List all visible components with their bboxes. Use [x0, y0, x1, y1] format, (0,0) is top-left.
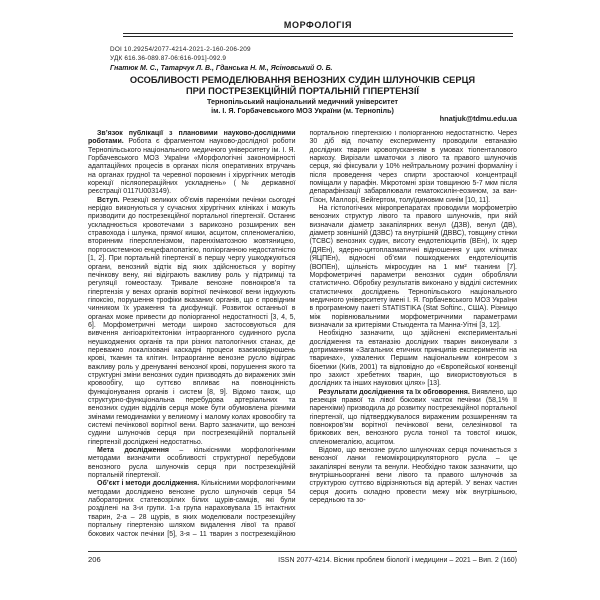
article-title-line-1: ОСОБЛИВОСТІ РЕМОДЕЛЮВАННЯ ВЕНОЗНИХ СУДИН ШЛУНОЧКІВ СЕРЦЯ — [129, 75, 476, 85]
paragraph-lead: Результати дослідження та їх обговорення. — [318, 388, 470, 396]
paragraph-morphometry — [310, 205, 518, 330]
udc-line: УДК 616.36-089.87-06:616-091]-092.9 — [110, 54, 227, 62]
paragraph-text: Виявлено, що резекція правої та лівої бокових часток печінки (58,1% її паренхіми) призводила до розвитку пострезекційної портальної гіпертензії, що підтверджувалося вираженим розширенням та повнокров’ям ворітної печінкової вени, селезінкової та брижових вен, венозного русла тонкої та товстої кишок, спленомегалією, асцитом. — [309, 388, 517, 446]
paragraph-introduction — [88, 197, 296, 447]
article-body — [88, 130, 517, 547]
paragraph-aim — [88, 447, 296, 480]
affiliation-line-2: ім. І. Я. Горбачевського МОЗ України (м. Тернопіль) — [211, 105, 394, 115]
paragraph-text: Необхідно зазначити, що здійснені експериментальні дослідження та евтаназію дослідних тварин виконували з дотриманням «Загальних етичних принципів експериментів на тваринах», ухвалених Першим національним конгресом з біоетики (Київ, 2001) та відповідно до «Європейської конвенції про захист хребетних тварин, що використовуються в дослідних та інших наукових цілях» [13]. — [309, 330, 517, 388]
paragraph-text: Резекції великих об’ємів паренхіми печінки сьогодні нерідко виконуються у сучасних хірургічних клініках і можуть призводити до пострезекційної портальної гіпертензії. Останнє ускладнюється кровотечами з варикозно розширених вен стравохода і шлунка, прямої кишки, асцитом, спленомегалією, вторинним гіперспленізмом, паренхіматозною жовтяницею, портосистемною енцефалопатією, поліорганною недостатністю [1, 2]. При портальній гіпертензії в першу чергу ушкоджуються органи, венозний відтік від яких здійснюється у ворітну печінкову вену, які відіграють важливу роль у підтримці та регуляції гомеостазу. Тривале венозне повнокров’я та гіпертензія у венах органів ворітної печінкової вени індукують гіпоксію, порушення трофіки вказаних органів, що є провідним чинником їх ураження та дисфункції. Розвиток останньої в органах може привести до поліорганної недостатності [3, 4, 5, 6]. Морфометричні методи широко застосовуються для вивчення ангіоархітектоніки інтраорганного судинного русла неушкоджених органів та при різних патологічних станах, де переважно локалізовані каскадні процеси взаємовідношень крові, тканин та клітин. Інтраорганне венозне русло відіграє важливу роль у дренуванні венозної крові, порушення якого та структурні зміни венозних судин призводять до виражених змін кровообігу, що суттєво впливає на повноцінність функціонування органів і систем [8, 9]. Відомо також, що структурно-функціональна перебудова артеріальних та венозних судин відділів серця може бути обумовлена різними змінами гемодинаміки у великому і малому колах кровообігу та системі печінкової ворітної вени. Варто зазначити, що венозні судини шлуночків серця при пострезекційній портальній гіпертензії досліджені недостатньо. — [88, 196, 296, 446]
paragraph-lead: Зв’язок публікації з плановими науково-дослідними роботами. — [88, 130, 296, 146]
article-title — [88, 75, 517, 96]
authors-line: Гнатюк М. С., Татарчук Л. В., Гданська Н. М., Ясіновський О. Б. — [110, 65, 333, 73]
header-double-rule — [123, 33, 513, 37]
paragraph-ethics — [310, 330, 518, 388]
footer-rule — [88, 551, 517, 552]
page-footer — [88, 555, 517, 564]
doi-line: DOI 10.29254/2077-4214-2021-2-160-206-209 — [110, 46, 251, 53]
paragraph-text: Робота є фрагментом науково-дослідної роботи Тернопільського національного медичного університету ім. І. Я. Горбачевського МОЗ України «Морфологічні закономірності адаптаційних процесів в органах після оперативних втручань на органах грудної та черевної порожнин і хірургічних методів корекції післяопераційних ускладнень» (№ державної реєстрації 0117U003149). — [88, 138, 296, 196]
paragraph-text: Відомо, що венозне русло шлуночках серця починається з венозної ланки гемомікроциркуляторного русла – це закапілярні венули та венули. Необхідно також зазначити, що внутрішньоорганні вени лівого та правого шлуночків за структурою суттєво відрізняються від артерій. У венах частин серця досить складно провести межу між внутрішньою, середньою та зо- — [309, 447, 517, 505]
paragraph-text: Кількісними морфологічними методами досліджено венозне русло шлуночків серця 54 лабораторних статевозрілих білих щурів-самців, які були розділені на 3-и групи. 1-а група нараховувала 15 інтактних тварин, 2-а – 28 щурів, в яких моделювали пострезекційну портальну гіпертензію шляхом видалення лівої та правої бокових часток печінки [5], 3-я – 11 тварин з пострезекційною портальною гіпертензією і поліорганною недостатністю. Через 30 діб від початку експерименту проводили евтаназію дослідних тварин кровопусканням в умовах тіопенталового наркозу. Вирізали шматочки з лівого та правого шлуночків серця, які фіксували у 10% нейтральному розчині формаліну і після проведення через спирти зростаючої концентрації поміщали у парафін. Мікротомні зрізи товщиною 5-7 мкм після депарафінізації забарвлювали гематоксилін-еозином, за ван-Гізон, Маллорі, Вейгертом, толуїдиновим синім [10, 11]. — [88, 130, 517, 538]
paragraph-lead: Об’єкт і методи дослідження. — [97, 480, 200, 488]
running-head: МОРФОЛОГІЯ — [283, 20, 353, 30]
page-number: 206 — [88, 555, 101, 564]
paragraph-text: – кількісними морфологічними методами визначити особливості структурної перебудови венозного русла шлуночків серця при пострезекційній портальній гіпертензії. — [88, 447, 296, 480]
front-matter — [110, 46, 517, 73]
article-title-line-2: ПРИ ПОСТРЕЗЕКЦІЙНІЙ ПОРТАЛЬНІЙ ГІПЕРТЕНЗІЇ — [185, 85, 419, 96]
affiliation — [88, 98, 517, 115]
author-email: hnatjuk@tdmu.edu.ua — [439, 114, 517, 123]
issn-line: ISSN 2077-4214. Вісник проблем біології і медицини – 2021 – Вип. 2 (160) — [278, 557, 517, 564]
paragraph-connection — [88, 130, 296, 197]
affiliation-line-1: Тернопільський національний медичний університет — [206, 97, 398, 106]
paragraph-text: На гістологічних мікропрепаратах проводили морфометрію венозних структур лівого та правого шлуночків, при якій визначали діаметр закапілярних венул (ДЗВ), венул (ДВ), діаметр зовнішній (ДЗВС) та внутрішній (ДВВС), товщину стінки (ТСВС) венозних судин, висоту ендотеліоцитів (ВЕн), їх ядер (ДЯЕн), ядерно-цитоплазматичні відношення у цих клітинах (ЯЦПЕн), відносні об’єми пошкоджених ендотеліоцитів (ВОПЕн), щільність мікросудин на 1 мм² тканини [7]. Морфометричні параметри венозних судин обробляли статистично. Обробку результатів виконано у відділі системних статистичних досліджень Тернопільського національного медичного університету імені І. Я. Горбачевського МОЗ України в програмному пакеті STATISTIKA (Stat Softinc., США). Різницю між порівнювальними морфометричними параметрами визначали за критеріями Стьюдента та Манна-Уітні [3, 12]. — [309, 205, 517, 329]
paragraph-lead: Мета дослідження — [97, 447, 170, 455]
paragraph-discussion — [310, 447, 518, 505]
paragraph-lead: Вступ. — [97, 196, 120, 204]
paragraph-results — [310, 389, 518, 447]
